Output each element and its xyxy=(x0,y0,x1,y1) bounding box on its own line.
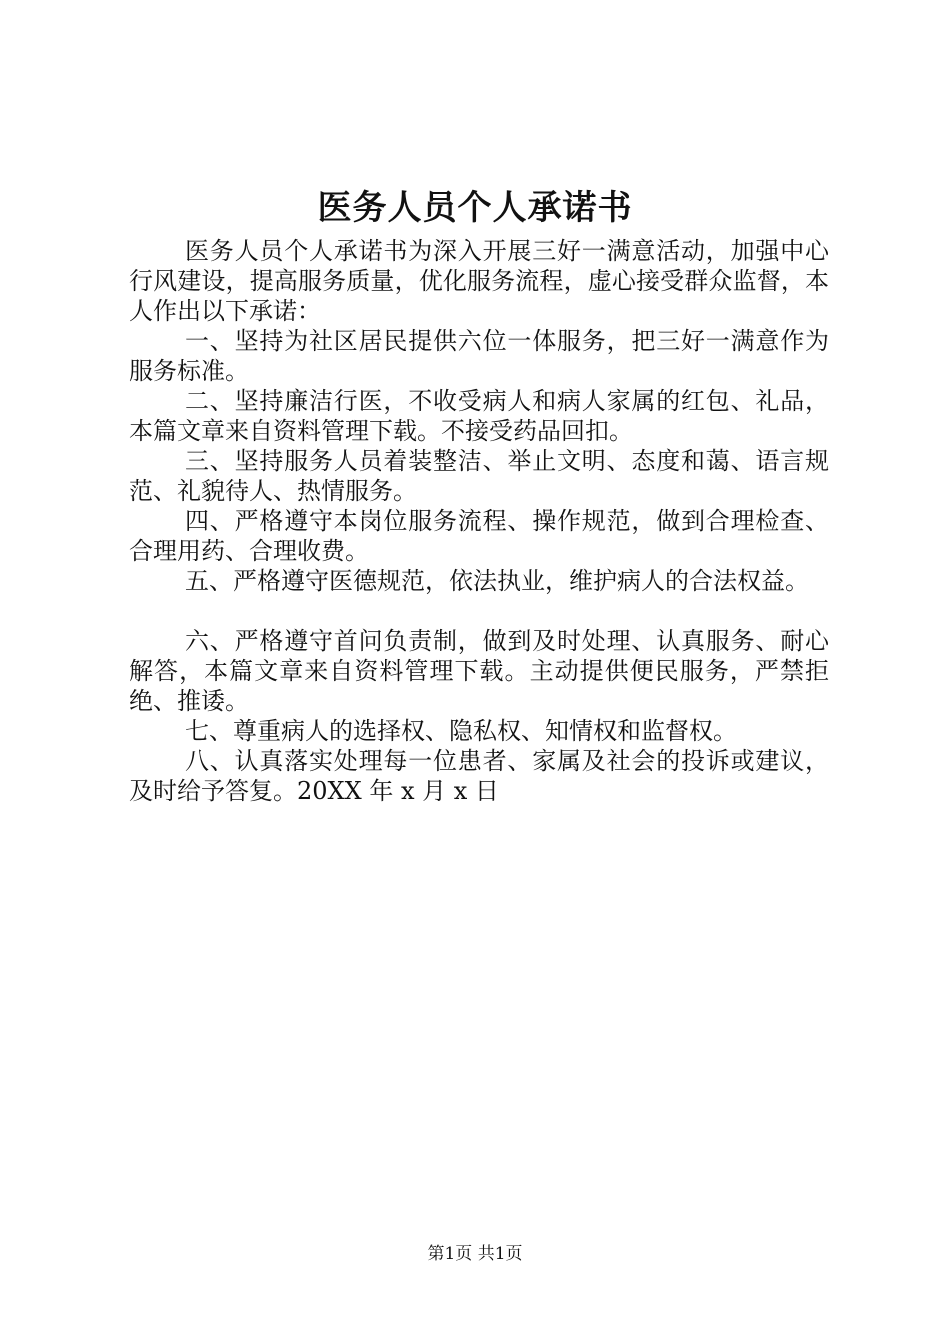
intro-paragraph: 医务人员个人承诺书为深入开展三好一满意活动，加强中心行风建设，提高服务质量，优化服务流程，虚心接受群众监督，本人作出以下承诺： xyxy=(129,237,829,325)
page-number-footer: 第1页 共1页 xyxy=(427,1244,523,1264)
commitment-item-3: 三、坚持服务人员着装整洁、举止文明、态度和蔼、语言规范、礼貌待人、热情服务。 xyxy=(129,447,829,505)
document-title: 医务人员个人承诺书 xyxy=(317,188,633,228)
commitment-item-7: 七、尊重病人的选择权、隐私权、知情权和监督权。 xyxy=(185,717,737,745)
commitment-item-4: 四、严格遵守本岗位服务流程、操作规范，做到合理检查、合理用药、合理收费。 xyxy=(129,507,829,565)
commitment-item-6: 六、严格遵守首问负责制，做到及时处理、认真服务、耐心解答，本篇文章来自资料管理下载。主动提供便民服务，严禁拒绝、推诿。 xyxy=(129,627,829,715)
commitment-item-2: 二、坚持廉洁行医，不收受病人和病人家属的红包、礼品，本篇文章来自资料管理下载。不接受药品回扣。 xyxy=(129,387,829,445)
commitment-item-1: 一、坚持为社区居民提供六位一体服务，把三好一满意作为服务标准。 xyxy=(129,327,829,385)
commitment-item-8: 八、认真落实处理每一位患者、家属及社会的投诉或建议，及时给予答复。20XX 年 x 月 x 日 xyxy=(129,747,829,805)
commitment-item-5: 五、严格遵守医德规范，依法执业，维护病人的合法权益。 xyxy=(185,567,809,595)
document-body xyxy=(129,236,829,806)
